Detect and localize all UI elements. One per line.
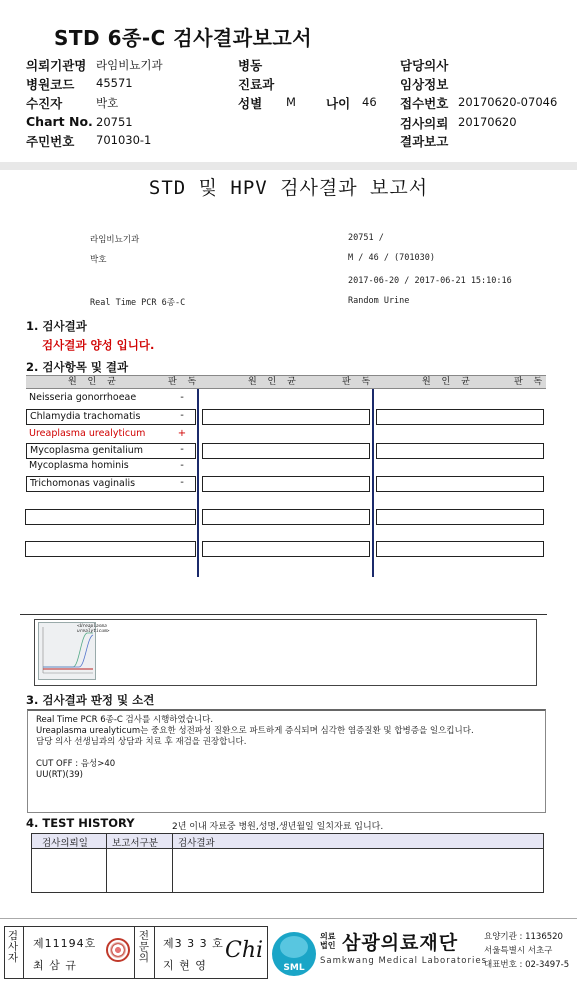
empty-row — [376, 409, 544, 425]
header-label-receipt-no: 접수번호 — [400, 96, 449, 111]
header-value-request-date: 20170620 — [458, 115, 517, 129]
header-value-clinic: 라임비뇨기과 — [96, 58, 163, 72]
header-divider — [0, 162, 577, 170]
corp-name: 삼광의료재단 — [342, 932, 459, 954]
judgment-cutoff: CUT OFF : 음성>40 — [36, 759, 116, 769]
history-col-divider — [172, 834, 173, 892]
organism-result: - — [180, 392, 184, 403]
header-label-patient: 수진자 — [26, 96, 63, 111]
report-title: STD 및 HPV 검사결과 보고서 — [148, 177, 429, 199]
header-label-hospital-code: 병원코드 — [26, 77, 75, 92]
inspector-vertical-label: 검 사 자 — [7, 930, 19, 964]
judgment-value: UU(RT)(39) — [36, 770, 84, 780]
section-1-title: 1. 검사결과 — [26, 319, 87, 333]
divider-line — [20, 614, 547, 615]
history-table — [31, 833, 544, 893]
header-label-clinical-info: 임상정보 — [400, 77, 449, 92]
report-header — [0, 0, 577, 168]
col-header-organism-2: 원 인 균 — [248, 377, 300, 387]
table-row — [26, 476, 196, 492]
table-row — [26, 459, 196, 475]
empty-row — [202, 509, 370, 525]
header-label-request-date: 검사의뢰 — [400, 116, 449, 131]
judgment-box — [27, 709, 546, 813]
header-label-resident-no: 주민번호 — [26, 134, 75, 149]
sig-divider — [134, 926, 135, 979]
footer-divider — [0, 918, 577, 919]
sml-logo-icon: SML — [272, 932, 316, 976]
organism-name: Trichomonas vaginalis — [30, 478, 136, 489]
judgment-line: Ureaplasma urealyticum는 중요한 성전파성 질환으로 파트하게 증식되며 심각한 염증질환 및 합병증을 일으킵니다. — [36, 726, 474, 736]
header-label-ward: 병동 — [238, 58, 263, 73]
header-value-resident-no: 701030-1 — [96, 133, 152, 147]
report-dates: 2017-06-20 / 2017-06-21 15:10:16 — [348, 276, 512, 286]
result-summary: 검사결과 양성 입니다. — [42, 338, 155, 352]
col-header-organism-1: 원 인 균 — [68, 377, 120, 387]
organism-result: - — [180, 477, 184, 488]
empty-row — [25, 509, 196, 525]
empty-row — [376, 509, 544, 525]
history-col-report-type: 보고서구분 — [112, 838, 158, 849]
report-sex-age: M / 46 / (701030) — [348, 253, 435, 263]
section-3-title: 3. 검사결과 판정 및 소견 — [26, 693, 155, 707]
empty-row — [25, 541, 196, 557]
history-table-header — [32, 834, 543, 849]
header-value-receipt-no: 20170620-07046 — [458, 95, 558, 109]
inspector-license-no: 제11194호 — [33, 937, 97, 950]
header-value-age: 46 — [362, 95, 377, 109]
inspector-name: 최 삼 규 — [33, 959, 77, 972]
graph-legend: <Ureaplasma urealyticum> — [77, 624, 110, 634]
header-value-hospital-code: 45571 — [96, 76, 133, 90]
organism-name: Chlamydia trachomatis — [30, 411, 141, 422]
corp-info-3: 대표번호 : 02-3497-5 — [484, 960, 570, 970]
table-row — [26, 427, 196, 443]
report-patient: 박호 — [90, 255, 107, 265]
table-row — [26, 391, 196, 407]
section-2-title: 2. 검사항목 및 결과 — [26, 360, 129, 374]
results-table-header — [26, 375, 546, 389]
judgment-line: 담당 의사 선생님과의 상담과 치료 후 재검을 권장합니다. — [36, 737, 247, 747]
empty-row — [202, 541, 370, 557]
header-value-sex: M — [286, 95, 296, 109]
column-divider-2 — [372, 389, 374, 577]
history-col-divider — [106, 834, 107, 892]
sig-divider — [23, 926, 24, 979]
header-label-doctor: 담당의사 — [400, 58, 449, 73]
header-value-chart-no: 20751 — [96, 115, 133, 129]
col-header-judge-3: 판 독 — [514, 377, 547, 387]
header-label-age: 나이 — [326, 96, 351, 111]
col-header-judge-2: 판 독 — [342, 377, 375, 387]
history-col-result: 검사결과 — [178, 838, 215, 849]
empty-row — [202, 443, 370, 459]
col-header-organism-3: 원 인 균 — [422, 377, 474, 387]
empty-row — [376, 443, 544, 459]
sig-divider — [154, 926, 155, 979]
report-chart-no: 20751 / — [348, 233, 384, 243]
history-col-request-date: 검사의뢰일 — [42, 838, 88, 849]
specialist-vertical-label: 전 문 의 — [138, 930, 150, 964]
history-note: 2년 이내 자료중 병원,성명,생년월일 일치자료 입니다. — [172, 822, 384, 832]
corp-english-name: Samkwang Medical Laboratories — [320, 956, 488, 966]
header-label-sex: 성별 — [238, 96, 263, 111]
specialist-name: 지 현 영 — [163, 959, 207, 972]
header-label-chart-no: Chart No. — [26, 114, 93, 129]
col-header-judge-1: 판 독 — [168, 377, 201, 387]
column-divider-1 — [197, 389, 199, 577]
handwritten-signature: Chi — [225, 938, 264, 963]
empty-row — [376, 541, 544, 557]
report-clinic: 라임비뇨기과 — [90, 235, 140, 245]
organism-name: Ureaplasma urealyticum — [29, 428, 146, 439]
judgment-line: Real Time PCR 6종-C 검사를 시행하였습니다. — [36, 715, 214, 725]
section-4-title: 4. TEST HISTORY — [26, 816, 135, 830]
organism-result: - — [180, 460, 184, 471]
report-specimen: Random Urine — [348, 296, 410, 306]
table-row — [26, 409, 196, 425]
header-label-report: 결과보고 — [400, 134, 449, 149]
empty-row — [202, 409, 370, 425]
official-seal-icon — [106, 938, 130, 962]
organism-name: Mycoplasma genitalium — [30, 445, 144, 456]
organism-name: Mycoplasma hominis — [29, 460, 129, 471]
header-label-clinic: 의뢰기관명 — [26, 58, 87, 73]
corp-info-2: 서울특별시 서초구 — [484, 946, 553, 956]
organism-result: + — [177, 428, 187, 439]
document-title: STD 6종-C 검사결과보고서 — [54, 26, 313, 50]
table-row — [26, 443, 196, 459]
organism-result: - — [180, 444, 184, 455]
corp-type-label: 의료 법인 — [320, 932, 336, 950]
report-method: Real Time PCR 6종-C — [90, 298, 186, 308]
empty-row — [376, 476, 544, 492]
specialist-license-no: 제3 3 3 호 — [163, 937, 224, 950]
header-value-patient: 박호 — [96, 96, 119, 110]
organism-name: Neisseria gonorrhoeae — [29, 392, 137, 403]
empty-row — [202, 476, 370, 492]
corp-info-1: 요양기관 : 1136520 — [484, 932, 563, 942]
header-label-dept: 진료과 — [238, 77, 275, 92]
organism-result: - — [180, 410, 184, 421]
